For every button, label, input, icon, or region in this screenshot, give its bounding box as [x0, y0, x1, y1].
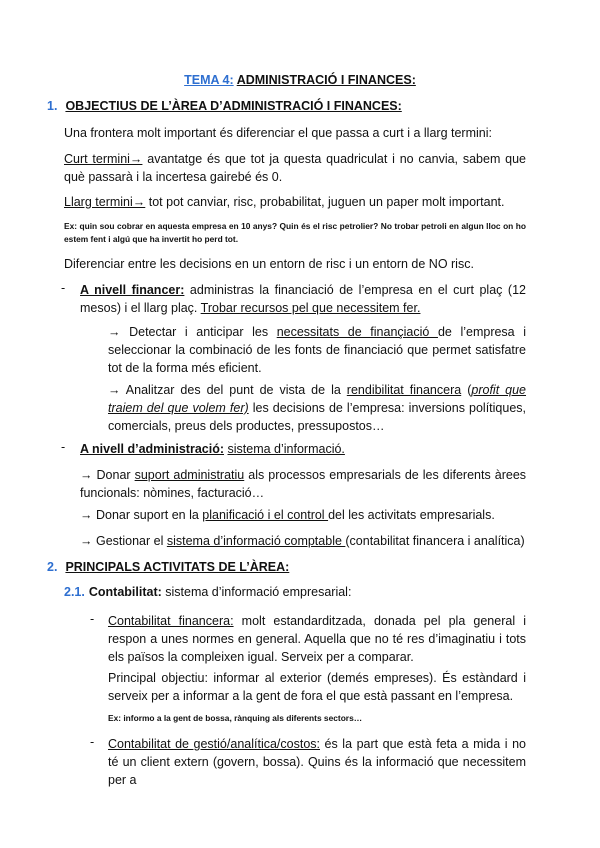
planning-underlined: planificació i el control [202, 508, 329, 522]
bullet-dash: - [90, 612, 95, 626]
analyze-rest: les decisions de l’empresa: inversions polítiques, comercials, preus dels productes, pressupostos… [108, 401, 526, 433]
subsection-label: Contabilitat: [88, 585, 162, 599]
support-underlined: suport administratiu [134, 468, 245, 482]
document-title [0, 73, 600, 87]
section-2-heading [47, 560, 289, 574]
section-2-title: PRINCIPALS ACTIVITATS DE L’ÀREA: [65, 560, 290, 574]
subsection-number: 2.1. [64, 585, 85, 599]
example-paragraph: Ex: quin sou cobrar en aquesta empresa en 10 anys? Quin és el risc petrolier? No trobar petroli en algun lloc on ho estem fent i algú que ha invertit ho perd tot. [64, 221, 526, 244]
section-1-number: 1. [47, 99, 58, 113]
management-accounting-paragraph [108, 735, 526, 789]
detect-text: → Detectar i anticipar les [108, 325, 277, 339]
financial-accounting-objective: Principal objectiu: informar al exterior (demés empreses). És estàndard i serveix per a informar a la gent de fora el que està passant en l’empresa. [108, 671, 526, 703]
long-term-text: tot pot canviar, risc, probabilitat, juguen un paper molt important. [145, 195, 505, 209]
accounting-rest: (contabilitat financera i analítica) [345, 534, 525, 548]
detect-rest: de l’empresa i seleccionar la combinació de les fonts de financiació que permet satisfatre tot de la forma més eficient. [108, 325, 526, 375]
section-1-title: OBJECTIUS DE L’ÀREA D’ADMINISTRACIÓ I FINANCES: [65, 99, 402, 113]
intro-paragraph: Una frontera molt important és diferenciar el que passa a curt i a llarg termini: [64, 126, 492, 140]
support-text: → Donar [80, 468, 135, 482]
bullet-dash: - [61, 440, 66, 454]
financial-accounting-text: molt estandarditzada, donada pel pla general i respon a unes normes en general. Aquella que no té res d’imaginatiu i tots els països la compleixen igual. Serveix per a comparar. [108, 614, 527, 664]
financial-accounting-label: Contabilitat financera: [108, 614, 234, 628]
short-term-paragraph [64, 150, 526, 186]
financial-accounting-paragraph [108, 612, 526, 666]
short-term-text: avantatge és que tot ja questa quadriculat i no canvia, sabem que què passarà i la incertesa gairebé és 0. [64, 152, 527, 184]
financial-paragraph [80, 281, 526, 317]
accounting-text: → Gestionar el [80, 534, 167, 548]
financial-item-analyze [108, 381, 526, 435]
section-1-heading [47, 99, 402, 113]
analyze-italic: profit que traiem del que volem fer) [108, 383, 527, 415]
financial-goal: Trobar recursos pel que necessitem fer. [200, 301, 421, 315]
planning-rest: del les activitats empresarials. [328, 508, 495, 522]
detect-underlined: necessitats de finançiació [276, 325, 438, 339]
title-label: TEMA 4: [184, 73, 234, 87]
title-text: ADMINISTRACIÓ I FINANCES: [236, 73, 416, 87]
analyze-underlined: rendibilitat financera [346, 383, 462, 397]
subsection-2-1-heading [64, 585, 351, 599]
administration-text: sistema d’informació. [227, 442, 345, 456]
section-2-number: 2. [47, 560, 58, 574]
analyze-text: → Analitzar des del punt de vista de la [108, 383, 347, 397]
administration-item-accounting [80, 532, 526, 550]
administration-label: A nivell d’administració: [80, 442, 225, 456]
risk-paragraph: Diferenciar entre les decisions en un entorn de risc i un entorn de NO risc. [64, 257, 474, 271]
planning-text: → Donar suport en la [80, 508, 203, 522]
administration-paragraph [80, 440, 526, 458]
bullet-dash: - [61, 281, 66, 295]
subsection-text: sistema d’informació empresarial: [161, 585, 352, 599]
long-term-label: Llarg termini→ [64, 195, 146, 209]
analyze-paren: ( [461, 383, 472, 397]
financial-label: A nivell financer: [80, 283, 185, 297]
administration-item-planning [80, 506, 526, 524]
bullet-dash: - [90, 735, 95, 749]
management-accounting-text: és la part que està feta a mida i no té un client extern (govern, bossa). Quins és la informació que necessitem per a [108, 737, 526, 787]
management-accounting-label: Contabilitat de gestió/analítica/costos: [108, 737, 320, 751]
support-rest: als processos empresarials de les diferents àrees funcionals: nòmines, facturació… [80, 468, 527, 500]
long-term-paragraph [64, 193, 526, 211]
administration-item-support [80, 466, 526, 502]
financial-accounting-example: Ex: informo a la gent de bossa, rànquing als diferents sectors… [108, 713, 363, 723]
financial-text: administras la financiació de l’empresa en el curt plaç (12 mesos) i el llarg plaç. [80, 283, 526, 315]
accounting-underlined: sistema d’informació comptable [166, 534, 346, 548]
financial-item-detect [108, 323, 526, 377]
short-term-label: Curt termini→ [64, 152, 143, 166]
